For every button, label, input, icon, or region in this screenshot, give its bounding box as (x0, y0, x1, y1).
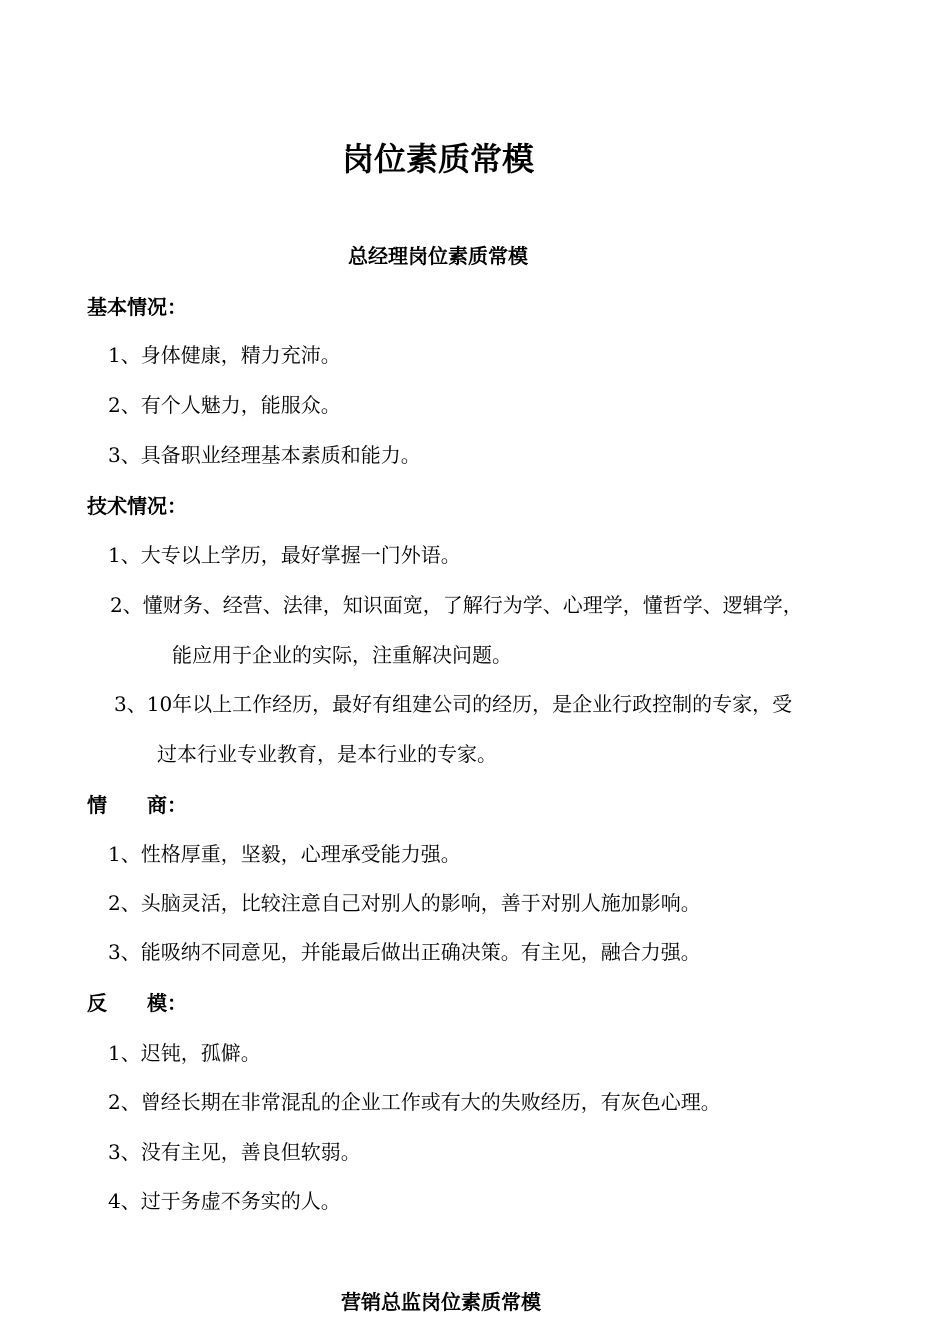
list-item: 3、能吸纳不同意见，并能最后做出正确决策。有主见，融合力强。 (108, 940, 701, 964)
list-item: 3、没有主见，善良但软弱。 (108, 1140, 361, 1164)
list-item: 1、身体健康，精力充沛。 (108, 343, 341, 367)
section-title-marketing-director: 营销总监岗位素质常模 (341, 1290, 541, 1314)
list-item: 3、10年以上工作经历，最好有组建公司的经历，是企业行政控制的专家，受 (114, 692, 793, 716)
list-item: 2、头脑灵活，比较注意自己对别人的影响，善于对别人施加影响。 (108, 891, 701, 915)
list-item-continuation: 能应用于企业的实际，注重解决问题。 (172, 643, 512, 667)
list-item: 2、有个人魅力，能服众。 (108, 393, 341, 417)
heading-eq: 情 商： (87, 793, 187, 817)
list-item: 2、曾经长期在非常混乱的企业工作或有大的失败经历，有灰色心理。 (108, 1090, 721, 1114)
list-item: 1、大专以上学历，最好掌握一门外语。 (108, 543, 461, 567)
heading-anti: 反 模： (87, 991, 187, 1015)
list-item: 3、具备职业经理基本素质和能力。 (108, 443, 421, 467)
list-item: 4、过于务虚不务实的人。 (108, 1189, 341, 1213)
list-item: 2、懂财务、经营、法律，知识面宽，了解行为学、心理学，懂哲学、逻辑学， (110, 593, 803, 617)
list-item-continuation: 过本行业专业教育，是本行业的专家。 (157, 742, 497, 766)
document-title: 岗位素质常模 (341, 140, 534, 178)
list-item: 1、迟钝，孤僻。 (108, 1041, 261, 1065)
heading-basic: 基本情况： (87, 295, 187, 319)
list-item: 1、性格厚重，坚毅，心理承受能力强。 (108, 842, 461, 866)
heading-tech: 技术情况： (87, 494, 187, 518)
section-title-general-manager: 总经理岗位素质常模 (348, 244, 528, 268)
